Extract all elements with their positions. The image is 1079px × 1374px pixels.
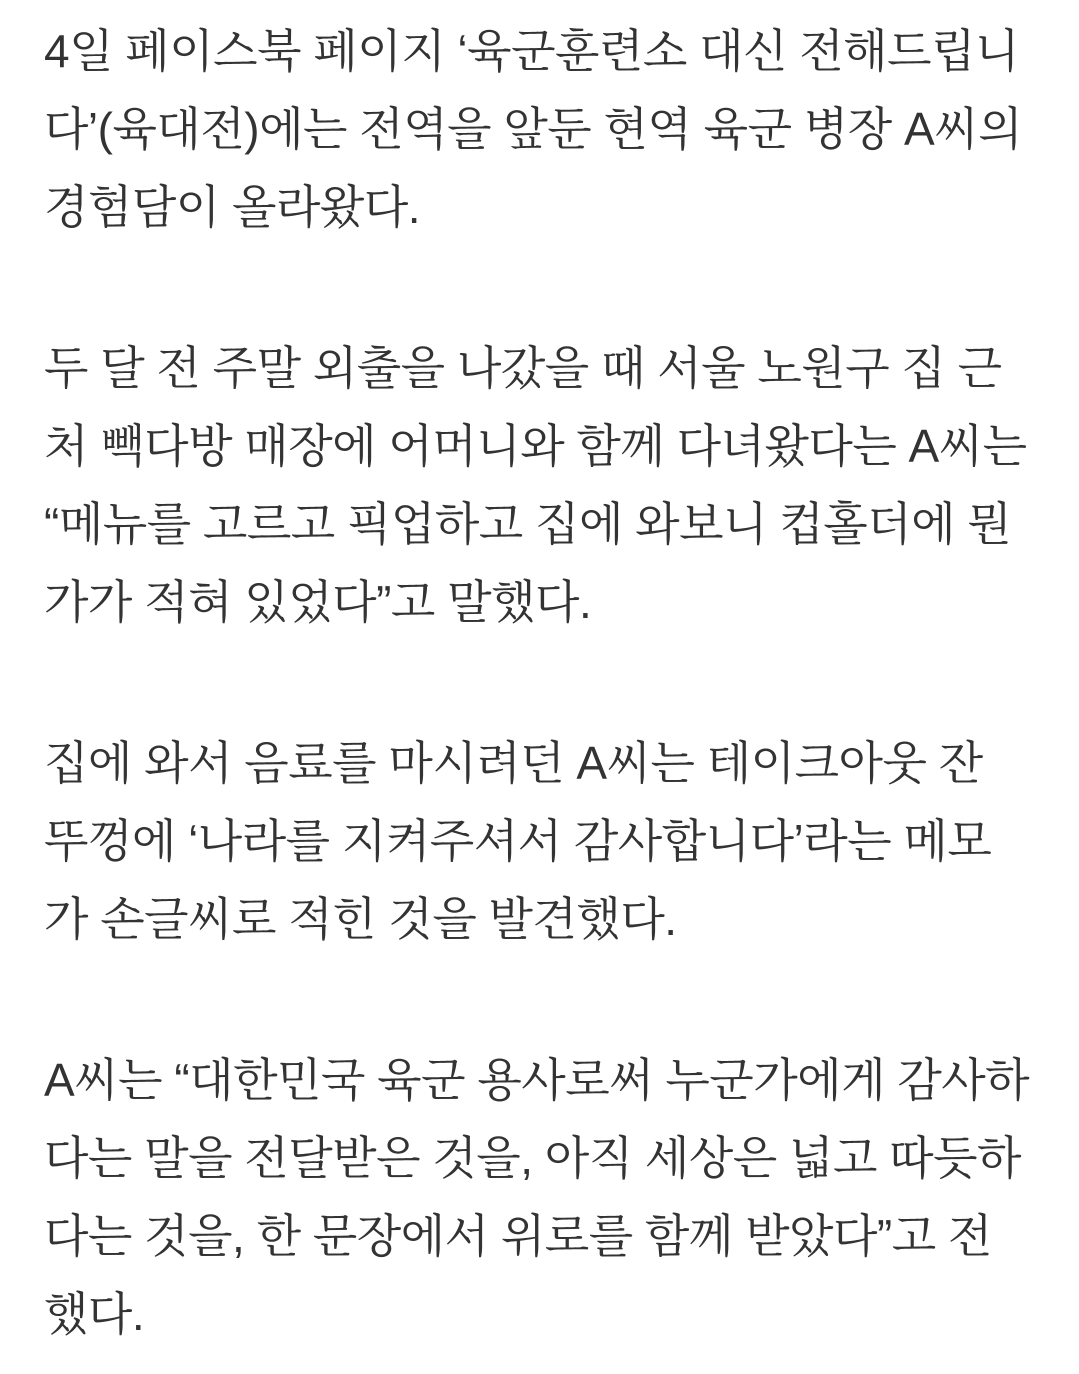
article-paragraph: 4일 페이스북 페이지 ‘육군훈련소 대신 전해드립니다’(육대전)에는 전역을 앞둔 현역 육군 병장 A씨의 경험담이 올라왔다. — [44, 25, 1023, 233]
article-paragraph: 두 달 전 주말 외출을 나갔을 때 서울 노원구 집 근처 빽다방 매장에 어머니와 함께 다녀왔다는 A씨는 “메뉴를 고르고 픽업하고 집에 와보니 컵홀더에 뭔가가 적혀 있었다”고 말했다. — [44, 342, 1027, 628]
article-paragraph: A씨는 “대한민국 육군 용사로써 누군가에게 감사하다는 말을 전달받은 것을, 아직 세상은 넓고 따듯하다는 것을, 한 문장에서 위로를 함께 받았다”고 전했다. — [44, 1054, 1030, 1340]
article-paragraph: 집에 와서 음료를 마시려던 A씨는 테이크아웃 잔 뚜껑에 ‘나라를 지켜주셔서 감사합니다’라는 메모가 손글씨로 적힌 것을 발견했다. — [44, 737, 992, 945]
